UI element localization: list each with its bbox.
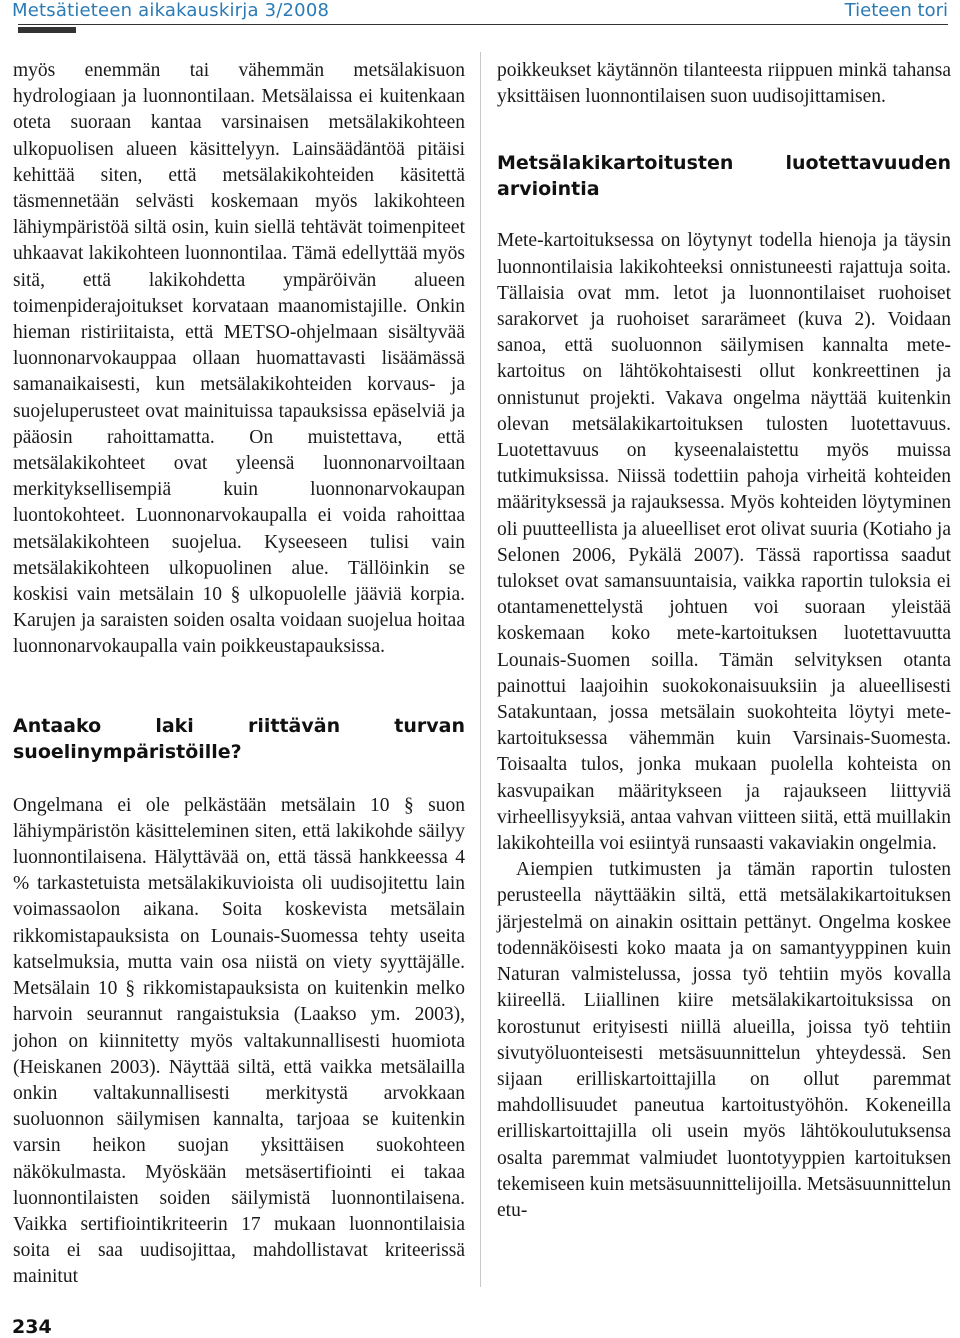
column-divider xyxy=(480,52,481,1287)
right-paragraph-2: Mete-kartoituksessa on löytynyt todella hienoja ja täysin luonnontilaisia lakikohteeksi onnistuneesti rajattuja soita. Tällaisia ovat mm. letot ja luonnontilaiset ruohoiset sarakorvet ja ruohoiset sararämeet (kuva 2). Voidaan sanoa, että suoluonnon säilymisen kannalta mete-kartoitus on lähtökohtaisesti ollut konkreettinen ja onnistunut projekti. Vakava ongelma näyttää kuitenkin olevan metsälakikartoituksen tulosten luotettavuus. Luotettavuus on kyseenalaistettu myös muissa tutkimuksissa. Niissä todettiin pahoja virheitä kohteiden määrityksessä ja rajauksessa. Myös kohteiden löytyminen oli puutteellista ja alueelliset erot olivat suuria (Kotiaho ja Selonen 2006, Pykälä 2007). Tässä raportissa saadut tulokset ovat samansuuntaisia, vaikka raportin tuloksia ei otantamenettelystä johtuen voi suoraan yleistää koskemaan koko mete-kartoituksen luotettavuutta Lounais-Suomen soilla. Tämän selvityksen otanta painottui laajoihin suokokonaisuuksiin ja alueellisesti Satakuntaan, jossa metsälain suokohteita löytyi mete-kartoituksessa vähemmän kuin Varsinais-Suomesta. Toisaalta tulos, jonka mukaan puolella kohteista on kasvupaikan määritykseen ja rajaukseen liittyviä virheellisyyksiä, antaa vahvan viitteen siitä, että muillakin lakikohteilla voi esiintyä runsaasti vakaviakin ongelmia. xyxy=(497,230,951,855)
right-paragraph-3: Aiempien tutkimusten ja tämän raportin tulosten perusteella näyttääkin siltä, että metsälakikartoituksen järjestelmä on ainakin osittain pettänyt. Ongelma koskee todennäköisesti koko maata ja on samantyyppinen kuin Naturan valmistelussa, jossa työ tehtiin myös kovalla kiireellä. Liiallinen kiire metsälakikartoituksissa on korostunut erityisesti niillä alueilla, joissa työ tehtiin sivutyöluonteisesti metsäsuunnittelun yhteydessä. Sen sijaan erilliskartoittajilla on ollut paremmat mahdollisuudet paneutua kartoitustyöhön. Kokeneilla erilliskartoittajilla oli usein myös lähtökoulutuksensa osalta paremmat valmiudet luontotyyppien kartoituksen tekemiseen kuin metsäsuunnittelijoilla. Metsäsuunnittelun etu- xyxy=(497,859,951,1221)
section-heading-protection: Antaako laki riittävän turvan suoelinympäristöille? xyxy=(13,714,465,763)
section-title: Tieteen tori xyxy=(844,0,948,21)
page-number: 234 xyxy=(12,1316,52,1338)
page-header xyxy=(0,0,960,44)
right-column xyxy=(497,58,951,1224)
left-column xyxy=(13,58,465,1291)
section-heading-reliability: Metsälakikartoitusten luotettavuuden arviointia xyxy=(497,152,951,201)
header-rule xyxy=(18,24,948,25)
journal-title: Metsätieteen aikakauskirja 3/2008 xyxy=(12,0,330,21)
left-paragraph-2: Ongelmana ei ole pelkästään metsälain 10 § suon lähiympäristön käsitteleminen siten, että lakikohde säilyy luonnontilaisena. Hälyttävää on, että tässä hankkeessa 4 % tarkastetuista metsälakikuvioista oli uudisojitettu lain voimassaolon aikana. Soita koskevista metsälain rikkomistapauksista on Lounais-Suomessa tehty useita katselmuksia, mutta vain osa niistä on viety syyttäjälle. Metsälain 10 § rikkomistapauksista on kuitenkin melko harvoin seurannut rangaistuksia (Laakso ym. 2003), johon on kiinnitetty myös valtakunnallisesti huomiota (Heiskanen 2003). Näyttää siltä, että vaikka metsälailla onkin valtakunnallisesti merkitystä arvokkaan suoluonnon säilymisen kannalta, tarjoaa se kuitenkin varsin heikon suojan yksittäisen suokohteen näkökulmasta. Myöskään metsäsertifiointi ei takaa luonnontilaisten soiden säilymistä luonnontilaisena. Vaikka sertifiointikriteerin 17 mukaan luonnontilaisia soita ei saa uudisojittaa, mahdollistavat kriteerissä mainitut xyxy=(13,794,465,1288)
right-paragraph-1: poikkeukset käytännön tilanteesta riippuen minkä tahansa yksittäisen luonnontilaisen suon uudisojittamisen. xyxy=(497,60,951,108)
header-accent-bar xyxy=(18,27,76,33)
left-paragraph-1: myös enemmän tai vähemmän metsälakisuon hydrologiaan ja luonnontilaan. Metsälaissa ei kuitenkaan oteta suoraan kantaa varsinaisen metsälakikohteen ulkopuolisen alueen käsittelyyn. Lainsäädäntöä pitäisi kehittää siten, että metsälakikohteiden käsitettä täsmennetään selvästi koskemaan myös lakikohteen lähiympäristöä siltä osin, kuin siellä tehtävät toimenpiteet uhkaavat lakikohteen luonnontilaa. Tämä edellyttää myös sitä, että lakikohdetta ympäröivän alueen toimenpiderajoitukset korvataan maanomistajille. Onkin hieman ristiriitaista, että METSO-ohjelmaan sisältyvää luonnonarvokauppaa ollaan huomattavasti lisäämässä samanaikaisesti, kun metsälakikohteiden korvaus- ja suojeluperusteet ovat mainituissa tapauksissa epäselviä ja pääosin rahoittamatta. On muistettava, että metsälakikohteet ovat yleensä luonnonarvoiltaan merkityksellisempiä kuin luonnonarvokaupan luontokohteet. Luonnonarvokaupalla ei voida rahoittaa metsälakikohteen suojelua. Kyseeseen tulisi vain metsälakikohteen ulkopuolinen alue. Tällöinkin se koskisi vain metsälain 10 § ulkopuolelle jääviä korpia. Karujen ja saraisten soiden osalta voidaan suojelua hoitaa luonnonarvokaupalla vain poikkeustapauksissa. xyxy=(13,60,465,658)
